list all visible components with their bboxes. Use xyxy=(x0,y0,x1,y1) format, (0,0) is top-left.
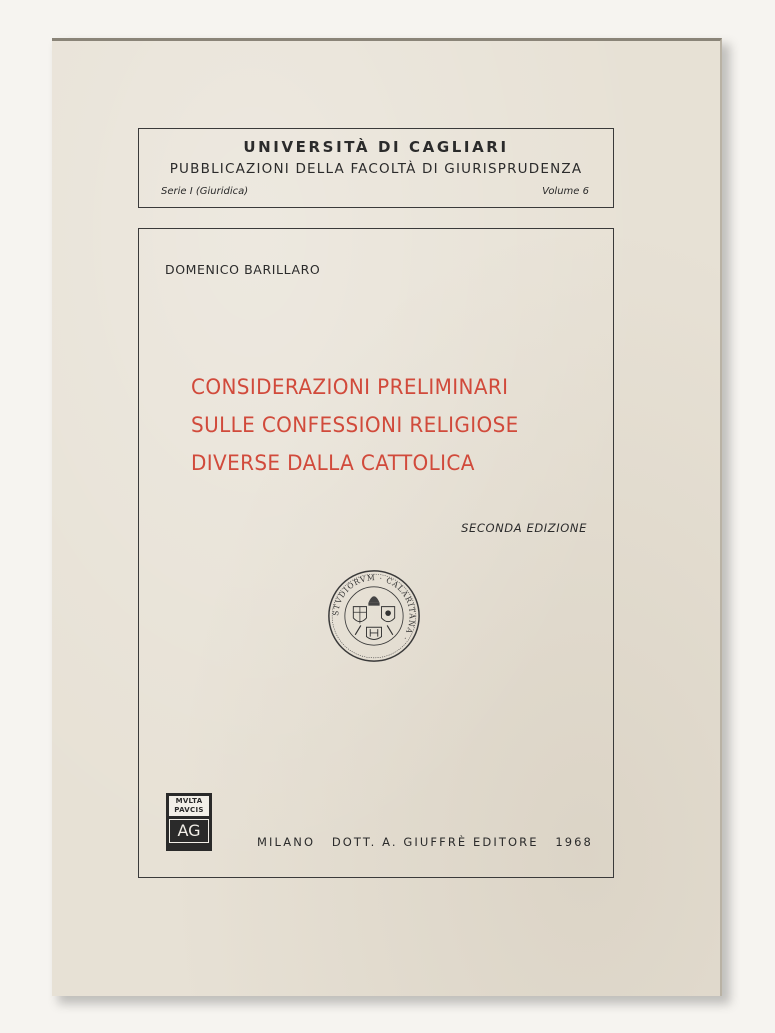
main-frame xyxy=(138,228,614,878)
edition-label: SECONDA EDIZIONE xyxy=(461,521,587,535)
publisher-city: MILANO xyxy=(257,835,316,849)
author-name: DOMENICO BARILLARO xyxy=(165,262,321,277)
seal-inscription: STVDIORVM · CALARITANA · xyxy=(331,573,417,643)
faculty-publications: PUBBLICAZIONI DELLA FACOLTÀ DI GIURISPRUDENZA xyxy=(169,161,583,177)
publisher-name: DOTT. A. GIUFFRÈ EDITORE xyxy=(331,835,539,849)
university-seal-icon xyxy=(327,569,421,663)
title-line-2: SULLE CONFESSIONI RELIGIOSE xyxy=(191,413,519,438)
title-line-1: CONSIDERAZIONI PRELIMINARI xyxy=(191,375,509,400)
volume-label: Volume 6 xyxy=(542,186,589,197)
svg-text:STVDIORVM · CALARITANA · xyxy=(331,573,417,642)
university-name: UNIVERSITÀ DI CAGLIARI xyxy=(243,138,509,156)
publisher-imprint xyxy=(257,835,593,849)
publisher-logo xyxy=(166,793,212,851)
logo-motto xyxy=(169,796,209,816)
publication-year: 1968 xyxy=(555,835,593,849)
logo-motto-line-2: PAVCIS xyxy=(174,806,204,814)
logo-motto-line-1: MVLTA xyxy=(175,797,203,805)
logo-initials: AG xyxy=(169,819,209,843)
book-title xyxy=(191,369,582,483)
series-label: Serie I (Giuridica) xyxy=(161,186,249,197)
title-line-3: DIVERSE DALLA CATTOLICA xyxy=(191,451,475,476)
series-header-box xyxy=(138,128,614,208)
